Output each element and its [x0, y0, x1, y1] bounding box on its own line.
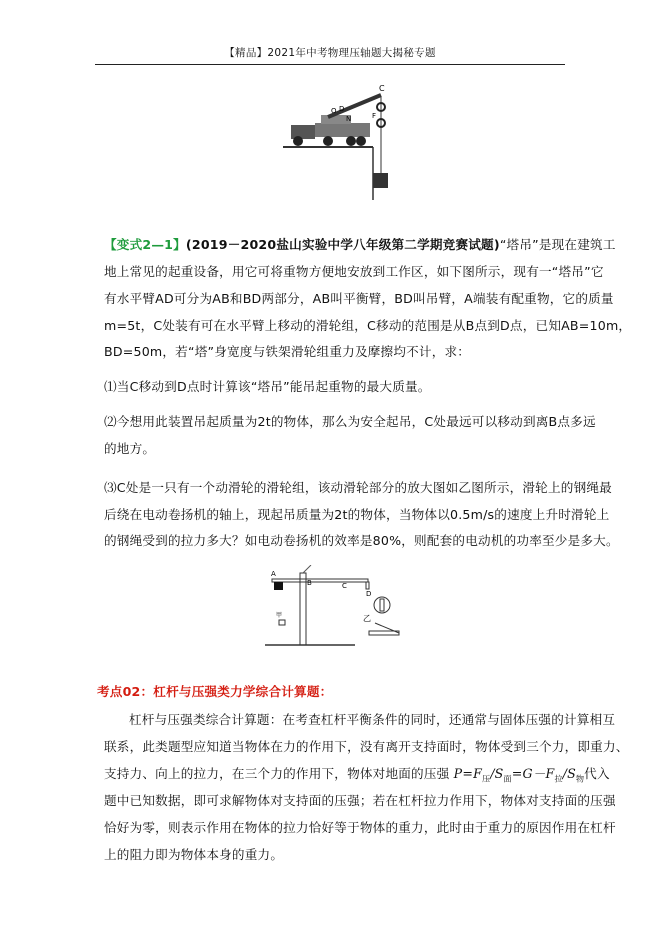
section-line-2: 联系，此类题型应知道当物体在力的作用下，没有离开支持面时，物体受到三个力，即重力、 [104, 739, 629, 754]
svg-text:D: D [339, 105, 345, 113]
svg-text:O: O [331, 107, 337, 115]
question-3-line-1: ⑶C处是一只有一个动滑轮的滑轮组，该动滑轮部分的放大图如乙图所示，滑轮上的钢绳最 [104, 480, 612, 495]
header-divider [95, 64, 565, 65]
problem-line-1: 【变式2—1】(2019－2020盐山实验中学八年级第二学期竞赛试题)“塔吊”是现在建筑工 [104, 237, 616, 252]
question-3-line-2: 后绕在电动卷扬机的轴上，现起吊质量为2t的物体，当物体以0.5m/s的速度上升时滑轮上 [104, 507, 610, 522]
svg-text:F: F [372, 112, 377, 120]
tower-crane-figure [265, 565, 415, 655]
crane-truck-figure [283, 85, 393, 200]
svg-text:D: D [366, 590, 372, 598]
question-2-line-1: ⑵今想用此装置吊起质量为2t的物体，那么为安全起吊，C处最远可以移动到离B点多远 [104, 414, 596, 429]
section-heading: 考点02：杠杆与压强类力学综合计算题： [97, 684, 333, 699]
svg-text:N: N [346, 115, 352, 123]
page-header: 【精品】2021年中考物理压轴题大揭秘专题 [224, 47, 436, 59]
question-1: ⑴当C移动到D点时计算该“塔吊”能吊起重物的最大质量。 [104, 379, 431, 394]
svg-text:甲: 甲 [276, 612, 283, 619]
question-2-line-2: 的地方。 [104, 441, 156, 456]
problem-line-5: BD=50m，若“塔”身宽度与铁架滑轮组重力及摩擦均不计，求： [104, 344, 471, 359]
svg-text:A: A [271, 570, 276, 578]
section-line-4: 题中已知数据，即可求解物体对支持面的压强；若在杠杆拉力作用下，物体对支持面的压强 [104, 793, 616, 808]
svg-text:乙: 乙 [363, 614, 371, 623]
section-line-3: 支持力、向上的拉力，在三个力的作用下，物体对地面的压强 $P=F_压/S_面=G-F_拉/S_物$代入 [104, 766, 610, 784]
section-line-6: 上的阻力即为物体本身的重力。 [104, 847, 284, 862]
svg-text:B: B [307, 579, 312, 587]
problem-line-2: 地上常见的起重设备，用它可将重物方便地安放到工作区，如下图所示，现有一“塔吊”它 [104, 264, 604, 279]
section-line-1: 杠杆与压强类综合计算题：在考查杠杆平衡条件的同时，还通常与固体压强的计算相互 [129, 712, 616, 727]
label-c: C [379, 85, 385, 93]
problem-line-3: 有水平臂AD可分为AB和BD两部分，AB叫平衡臂，BD叫吊臂，A端装有配重物，它的质量 [104, 291, 614, 306]
question-3-line-3: 的钢绳受到的拉力多大？如电动卷扬机的效率是80%，则配套的电动机的功率至少是多大。 [104, 533, 619, 548]
section-line-5: 恰好为零，则表示作用在物体的拉力恰好等于物体的重力，此时由于重力的原因作用在杠杆 [104, 820, 616, 835]
problem-line-4: m=5t，C处装有可在水平臂上移动的滑轮组，C移动的范围是从B点到D点，已知AB=10m， [104, 318, 632, 333]
svg-text:C: C [342, 582, 347, 590]
